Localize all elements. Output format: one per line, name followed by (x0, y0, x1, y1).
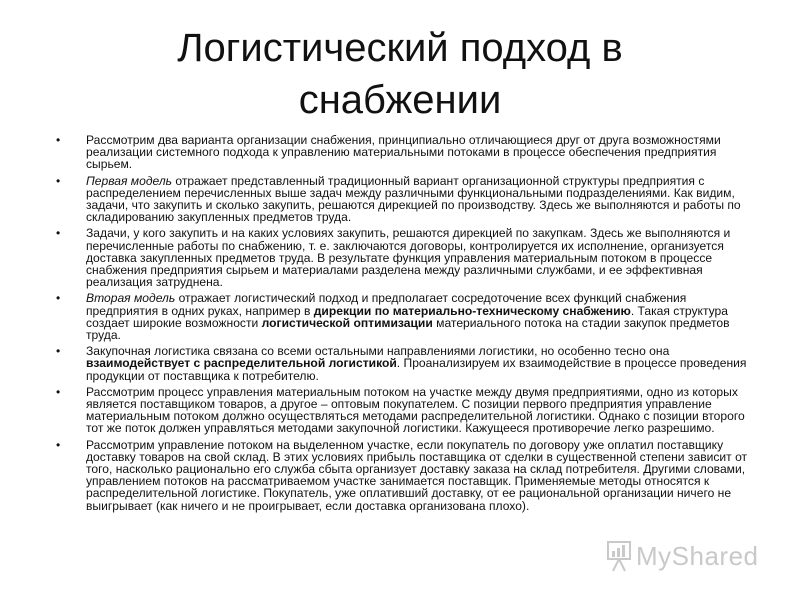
bullet-item-6 (56, 386, 756, 435)
bullet-item-2 (56, 175, 756, 224)
watermark (606, 536, 759, 576)
bullet-item-7 (56, 439, 756, 512)
item-text: Рассмотрим процесс управления материальным потоком на участке между двумя предприятиями, одно из которых является поставщиком товаров, а другое – оптовым покупателем. С позиции первого предприятия управление материальным потоком должно осуществляться методами распределительной логистики. Однако с позиции второго тот же поток должен управляться методами закупочной логистики. Кажущееся противоречие легко разрешимо. (86, 384, 745, 436)
item-text: Рассмотрим два варианта организации снабжения, принципиально отличающиеся друг от друга возможностями реализации системного подхода к управлению материальными потоками в процессе обеспечения предприятия сырьем. (86, 133, 721, 172)
bullet-marker: • (56, 384, 61, 399)
bullet-item-5 (56, 345, 756, 382)
item-text: Задачи, у кого закупить и на каких условиях закупить, решаются дирекцией по закупкам. Здесь же выполняются и перечисленные работы по снабжению, т. е. заключаются договоры, контролируется их исполнение, организуется доставка закупленных предметов труда. В результате функция управления материальным потоком в процессе снабжения предприятия сырьем и материалами разделена между различными службами, и ее эффективная реализация затруднена. (86, 226, 731, 290)
item-text: . Проанализируем их взаимодействие в процессе проведения продукции от поставщика к потребителю. (86, 356, 747, 383)
bullet-marker: • (56, 173, 61, 188)
item-text: отражает логистический подход и предполагает сосредоточение всех функций снабжения предприятия в одних руках, например в (86, 291, 687, 318)
bullet-list (56, 134, 756, 516)
item-text: Закупочная логистика связана со всеми остальными направлениями логистики, но особенно тесно она (86, 344, 670, 359)
bullet-marker: • (56, 226, 61, 241)
presentation-board-icon (606, 539, 632, 573)
item-text: Рассмотрим управление потоком на выделенном участке, если покупатель по договору уже оплатил поставщику доставку товаров на свой склад. В этих условиях прибыль поставщика от сделки в существенной степени зависит от того, насколько рационально его служба сбыта организует доставку заказа на склад потребителя. Другими словами, управлением потоков на рассматриваемом участке занимается поставщик. Применяемые методы относятся к распределительной логистике. Покупатель, уже оплативший доставку, от ее рациональной организации ничего не выигрывает (как ничего и не проигрывает, если доставка организована плохо). (86, 437, 748, 513)
watermark-text: MyShared (636, 540, 759, 571)
title-line-1: Логистический подход в (177, 26, 623, 70)
bullet-marker: • (56, 133, 61, 147)
bullet-item-3 (56, 227, 756, 288)
bullet-item-1 (56, 134, 756, 171)
item-bold-term: взаимодействует с распределительной логистикой (86, 356, 397, 371)
bullet-item-4 (56, 292, 756, 341)
bullet-marker: • (56, 344, 61, 359)
slide-title (40, 22, 760, 126)
item-italic-term: Вторая модель (86, 291, 176, 306)
item-text: . Такая структура создает широкие возможности (86, 303, 728, 330)
item-bold-term: дирекции по материально-техническому снабжению (313, 303, 631, 318)
bullet-marker: • (56, 291, 61, 306)
title-line-2: снабжении (298, 78, 502, 122)
item-text: материального потока на стадии закупок предметов труда. (86, 315, 730, 343)
item-italic-term: Первая модель (86, 173, 173, 188)
item-bold-term: логистической оптимизации (261, 315, 433, 330)
bullet-marker: • (56, 437, 61, 452)
item-text: отражает представленный традиционный вариант организационной структуры предприятия с распределением перечисленных выше задач между различными функциональными подразделениями. Как видим, задачи, что закупить и сколько закупить, решаются дирекцией по производству. Здесь же выполняются и работы по складированию закупленных предметов труда. (86, 173, 741, 225)
